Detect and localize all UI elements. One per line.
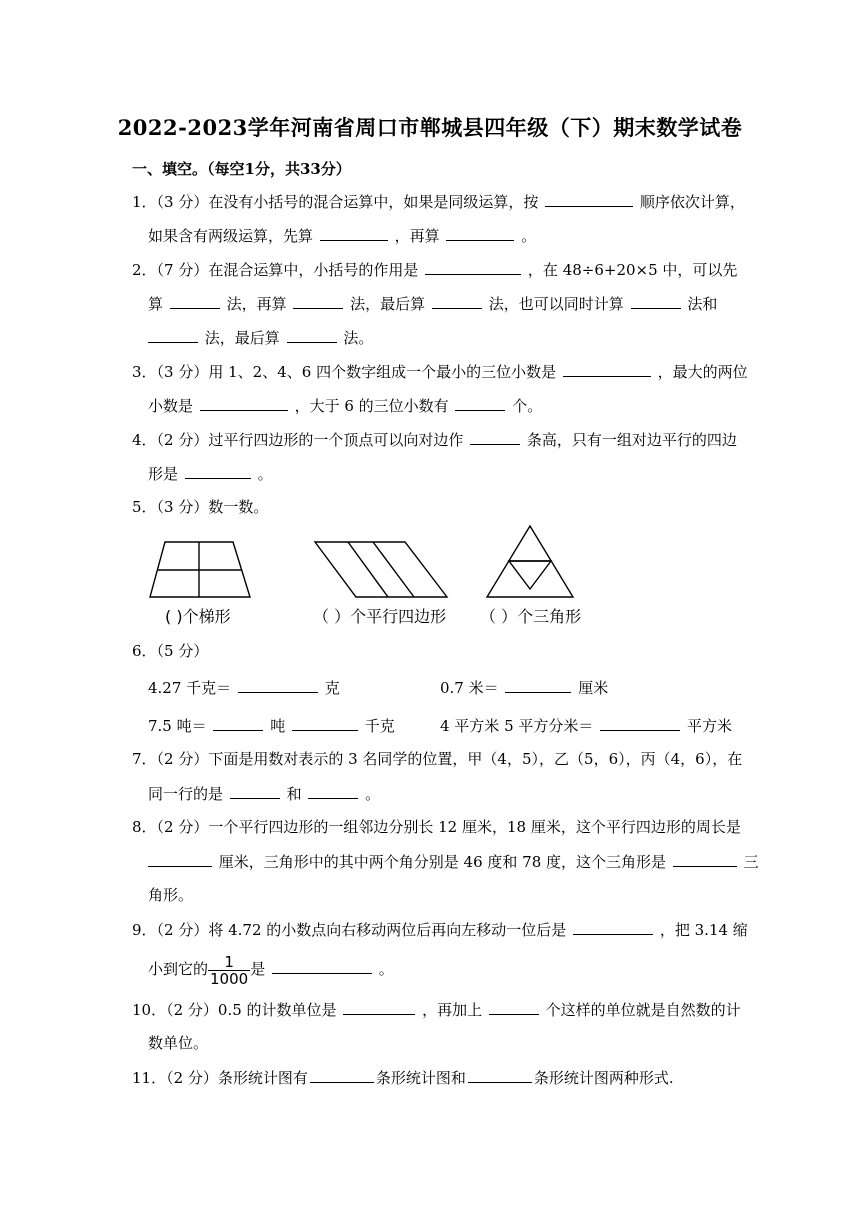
q6-blank-a[interactable] <box>238 677 318 693</box>
question-8-line-3: 角形。 <box>148 886 194 904</box>
q7-blank-1[interactable] <box>230 783 280 799</box>
q8-blank-2[interactable] <box>673 851 737 867</box>
question-9-line-1 <box>132 919 748 940</box>
q3-blank-3[interactable] <box>455 395 505 411</box>
q8-blank-1[interactable] <box>148 851 212 867</box>
triangle-label: （ ）个三角形 <box>480 607 582 626</box>
q3-text-b: ，最大的两位 <box>657 363 748 381</box>
question-1-line-2 <box>148 225 536 246</box>
q6-c-unit-1: 吨 <box>270 717 286 735</box>
q4-text-d: 。 <box>257 465 273 483</box>
fraction-denominator: 1000 <box>210 969 249 988</box>
q11-blank-2[interactable] <box>468 1067 532 1083</box>
q2-blank-4[interactable] <box>432 293 482 309</box>
question-9-line-2 <box>148 951 394 987</box>
q2-text-a: 2．（7 分）在混合运算中，小括号的作用是 <box>132 261 419 279</box>
question-1-line-1 <box>132 191 745 212</box>
q7-text-b: 和 <box>286 785 302 803</box>
q1-blank-2[interactable] <box>320 225 388 241</box>
q3-text-e: 个。 <box>512 397 543 415</box>
q3-text-a: 3．（3 分）用 1、2、4、6 四个数字组成一个最小的三位小数是 <box>132 363 557 381</box>
q1-blank-3[interactable] <box>446 225 514 241</box>
question-4-line-2 <box>148 463 273 484</box>
q3-text-c: 小数是 <box>148 397 194 415</box>
q11-blank-1[interactable] <box>310 1067 374 1083</box>
question-10-line-1 <box>132 999 741 1020</box>
q2-text-i: 法。 <box>343 329 374 347</box>
q2-text-d: 法，再算 <box>226 295 287 313</box>
q1-text-a: 1．（3 分）在没有小括号的混合运算中，如果是同级运算，按 <box>132 193 539 211</box>
q6-blank-b[interactable] <box>505 677 571 693</box>
q10-text-a: 10．（2 分）0.5 的计数单位是 <box>132 1001 337 1019</box>
question-2-line-3 <box>148 327 373 348</box>
q10-text-b: ，再加上 <box>422 1001 483 1019</box>
q6-item-a <box>148 677 340 698</box>
q4-text-c: 形是 <box>148 465 179 483</box>
q6-item-d <box>440 715 732 736</box>
q6-b-unit: 厘米 <box>578 679 609 697</box>
parallelogram-label: （ ）个平行四边形 <box>313 607 447 626</box>
q2-blank-7[interactable] <box>287 327 337 343</box>
q4-text-a: 4．（2 分）过平行四边形的一个顶点可以向对边作 <box>132 431 464 449</box>
q7-text-c: 。 <box>365 785 381 803</box>
question-7-line-1: 7．（2 分）下面是用数对表示的 3 名同学的位置，甲（4，5），乙（5，6），丙（4，6），在 <box>132 750 743 768</box>
section-heading: 一、填空。（每空1分，共33分） <box>132 160 351 178</box>
q2-text-h: 法，最后算 <box>204 329 280 347</box>
q6-a-text: 4.27 千克＝ <box>148 679 232 697</box>
q2-blank-1[interactable] <box>425 259 521 275</box>
question-2-line-2 <box>148 293 717 314</box>
q1-text-e: 。 <box>521 227 537 245</box>
question-3-line-1 <box>132 361 748 382</box>
q2-text-c: 算 <box>148 295 164 313</box>
question-6-line-1: 6．（5 分） <box>132 642 209 660</box>
fraction-one-thousandth <box>208 954 250 987</box>
q6-item-b <box>440 677 608 698</box>
q9-text-c: 小到它的 <box>148 960 209 978</box>
q2-blank-5[interactable] <box>631 293 681 309</box>
q4-blank-2[interactable] <box>185 463 251 479</box>
question-3-line-2 <box>148 395 542 416</box>
q9-blank-2[interactable] <box>272 958 372 974</box>
q9-text-b: ，把 3.14 缩 <box>659 921 748 939</box>
fraction-numerator: 1 <box>208 954 250 971</box>
q1-text-d: ，再算 <box>394 227 440 245</box>
q7-text-a: 同一行的是 <box>148 785 224 803</box>
q4-text-b: 条高，只有一组对边平行的四边 <box>526 431 737 449</box>
q2-blank-2[interactable] <box>170 293 220 309</box>
trapezoid-label: ( )个梯形 <box>165 607 231 626</box>
q6-blank-c1[interactable] <box>213 715 263 731</box>
q6-c-text: 7.5 吨＝ <box>148 717 207 735</box>
question-2-line-1 <box>132 259 737 280</box>
q3-text-d: ，大于 6 的三位小数有 <box>294 397 449 415</box>
question-4-line-1 <box>132 429 737 450</box>
q6-d-unit: 平方米 <box>686 717 732 735</box>
q9-blank-1[interactable] <box>573 919 653 935</box>
question-7-line-2 <box>148 783 380 804</box>
q4-blank-1[interactable] <box>470 429 520 445</box>
q10-blank-2[interactable] <box>489 999 539 1015</box>
q7-blank-2[interactable] <box>308 783 358 799</box>
q6-a-unit: 克 <box>324 679 340 697</box>
q8-text-a: 厘米，三角形中的其中两个角分别是 46 度和 78 度，这个三角形是 <box>218 853 667 871</box>
q2-text-g: 法和 <box>687 295 718 313</box>
q9-text-d: 是 <box>250 960 266 978</box>
question-5-line-1: 5．（3 分）数一数。 <box>132 498 269 516</box>
q2-blank-3[interactable] <box>293 293 343 309</box>
q6-item-c <box>148 715 395 736</box>
q1-blank-1[interactable] <box>545 191 633 207</box>
q1-text-b: 顺序依次计算， <box>639 193 745 211</box>
q6-blank-c2[interactable] <box>292 715 358 731</box>
q9-text-e: 。 <box>378 960 394 978</box>
q10-text-c: 个这样的单位就是自然数的计 <box>545 1001 741 1019</box>
q6-blank-d[interactable] <box>600 715 680 731</box>
q11-text-c: 条形统计图两种形式. <box>533 1069 674 1087</box>
triangle-figure <box>485 524 575 600</box>
q2-text-f: 法，也可以同时计算 <box>488 295 624 313</box>
trapezoid-figure <box>148 540 252 600</box>
q9-text-a: 9．（2 分）将 4.72 的小数点向右移动两位后再向左移动一位后是 <box>132 921 567 939</box>
q1-text-c: 如果含有两级运算，先算 <box>148 227 314 245</box>
page-title: 2022-2023学年河南省周口市郸城县四年级（下）期末数学试卷 <box>117 115 743 140</box>
q2-blank-6[interactable] <box>148 327 198 343</box>
q8-text-b: 三 <box>743 853 759 871</box>
question-8-line-2 <box>148 851 759 872</box>
q11-text-b: 条形统计图和 <box>375 1069 466 1087</box>
question-8-line-1: 8．（2 分）一个平行四边形的一组邻边分别长 12 厘米，18 厘米，这个平行四边形的周长是 <box>132 818 741 836</box>
q6-b-text: 0.7 米＝ <box>440 679 499 697</box>
q11-text-a: 11．（2 分）条形统计图有 <box>132 1069 308 1087</box>
q6-d-text: 4 平方米 5 平方分米＝ <box>440 717 594 735</box>
q2-text-e: 法，最后算 <box>350 295 426 313</box>
q6-c-unit-2: 千克 <box>364 717 395 735</box>
q3-blank-1[interactable] <box>563 361 651 377</box>
q10-blank-1[interactable] <box>343 999 415 1015</box>
q3-blank-2[interactable] <box>200 395 288 411</box>
parallelogram-figure <box>313 540 449 600</box>
q2-text-b: ，在 48÷6+20×5 中，可以先 <box>527 261 738 279</box>
question-10-line-2: 数单位。 <box>148 1034 209 1052</box>
question-11-line-1 <box>132 1067 674 1088</box>
